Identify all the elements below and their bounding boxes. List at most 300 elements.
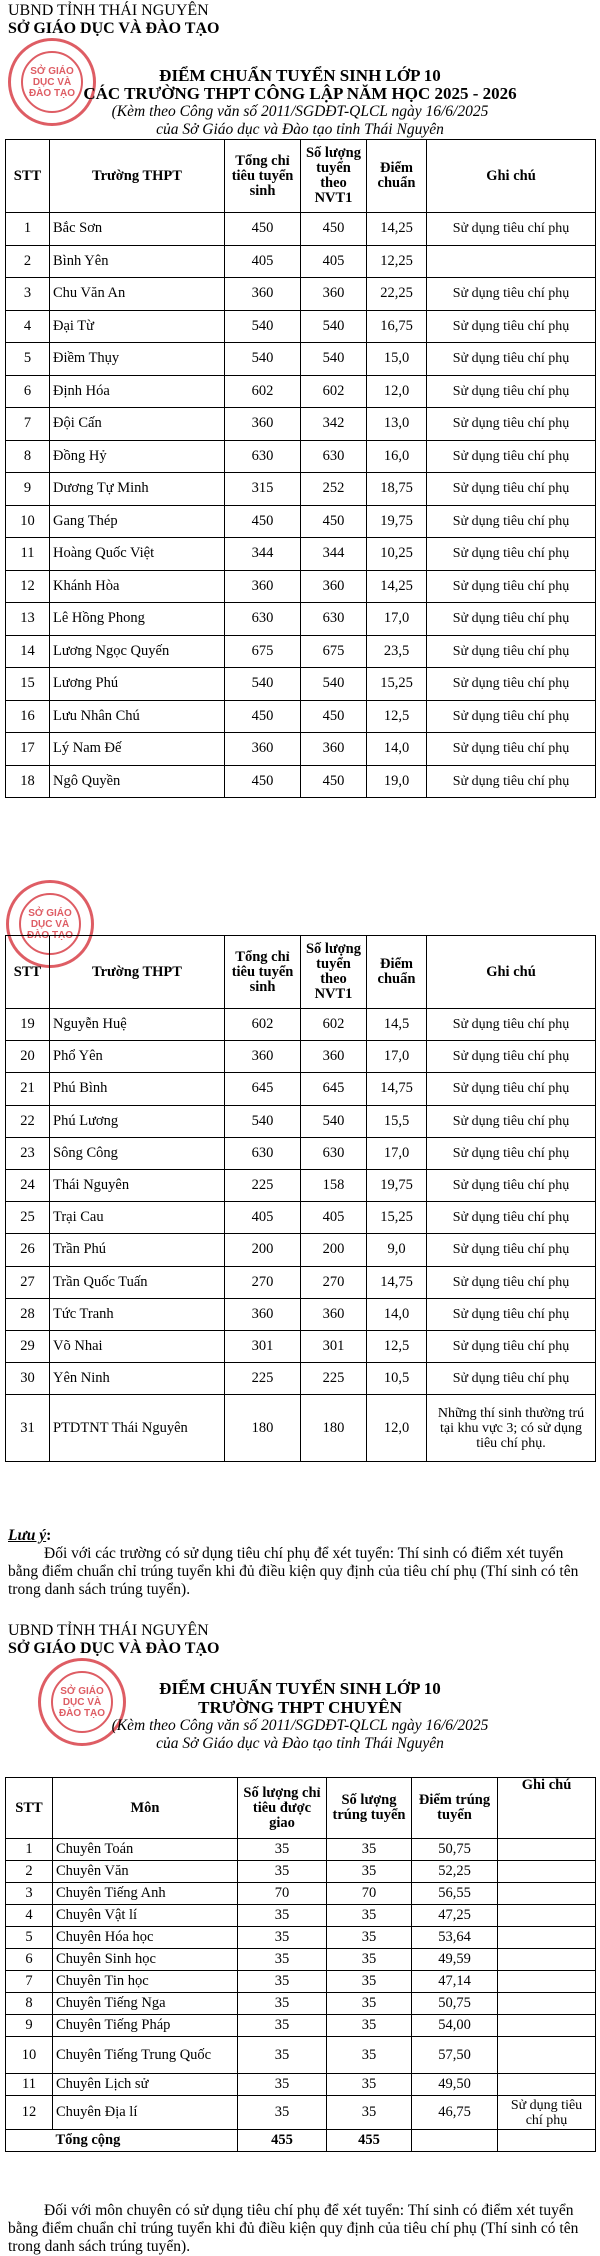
- cell-score: 19,75: [367, 505, 427, 538]
- cell-school: Lương Phú: [50, 668, 225, 701]
- cell-score: 23,5: [367, 635, 427, 668]
- cell-score: 17,0: [367, 1137, 427, 1169]
- cell-school: Võ Nhai: [50, 1330, 225, 1362]
- table-row: [6, 635, 596, 668]
- cell-quota: 35: [238, 1993, 327, 2015]
- header-note: Ghi chú: [427, 140, 596, 213]
- cell-quota: 540: [225, 310, 301, 343]
- cell-stt: 12: [6, 2096, 53, 2130]
- cell-quota: 405: [225, 1202, 301, 1234]
- cell-school: Bắc Sơn: [50, 213, 225, 246]
- page2-subtitle-line2: của Sở Giáo dục và Đào tạo tỉnh Thái Nguyên: [156, 1735, 444, 1752]
- table-row: [6, 2037, 596, 2074]
- cell-score: 19,0: [367, 765, 427, 798]
- table-row: [6, 1105, 596, 1137]
- cell-score: 14,75: [367, 1073, 427, 1105]
- header-quota: Số lượng chỉ tiêu được giao: [238, 1778, 327, 1839]
- cell-nv1: 630: [301, 440, 367, 473]
- org-name: UBND TỈNH THÁI NGUYÊN: [8, 2, 209, 19]
- cell-stt: 27: [6, 1266, 50, 1298]
- cell-school: Đại Từ: [50, 310, 225, 343]
- cell-school: Lê Hồng Phong: [50, 603, 225, 636]
- cell-note: [498, 1971, 596, 1993]
- header-stt: STT: [6, 140, 50, 213]
- cell-note: [498, 1993, 596, 2015]
- cell-school: Đội Cấn: [50, 408, 225, 441]
- table-row: [6, 278, 596, 311]
- cell-stt: 5: [6, 343, 50, 376]
- cell-nv1: 450: [301, 505, 367, 538]
- cell-subject: Chuyên Hóa học: [53, 1927, 238, 1949]
- cell-stt: 20: [6, 1041, 50, 1073]
- table-row: [6, 1330, 596, 1362]
- cell-stt: 7: [6, 1971, 53, 1993]
- cell-stt: 6: [6, 375, 50, 408]
- cell-admitted: 35: [327, 1971, 412, 1993]
- cell-stt: 11: [6, 538, 50, 571]
- cell-quota: 35: [238, 1971, 327, 1993]
- cell-note: Sử dụng tiêu chí phụ: [427, 375, 596, 408]
- cell-school: Gang Thép: [50, 505, 225, 538]
- cell-note: Sử dụng tiêu chí phụ: [427, 668, 596, 701]
- seal-text-2: SỞ GIÁO DỤC VÀ ĐÀO TẠO: [19, 893, 81, 955]
- cell-nv1: 630: [301, 1137, 367, 1169]
- cell-quota: 450: [225, 700, 301, 733]
- cell-stt: 13: [6, 603, 50, 636]
- table-row: [6, 1839, 596, 1861]
- header-nv1: Số lượng tuyển theo NVT1: [301, 936, 367, 1009]
- cell-stt: 24: [6, 1169, 50, 1201]
- cell-school: Lương Ngọc Quyến: [50, 635, 225, 668]
- cell-quota: 450: [225, 505, 301, 538]
- cell-stt: 26: [6, 1234, 50, 1266]
- cell-stt: 6: [6, 1949, 53, 1971]
- cell-score: 52,25: [412, 1861, 498, 1883]
- cell-stt: 2: [6, 245, 50, 278]
- cell-stt: 3: [6, 278, 50, 311]
- cell-admitted: 35: [327, 2074, 412, 2096]
- table-row: [6, 1971, 596, 1993]
- table-row: [6, 473, 596, 506]
- header-score: Điểm chuẩn: [367, 936, 427, 1009]
- cell-nv1: 342: [301, 408, 367, 441]
- page-title: ĐIỂM CHUẨN TUYỂN SINH LỚP 10: [159, 66, 441, 85]
- cell-nv1: 540: [301, 1105, 367, 1137]
- cell-stt: 10: [6, 2037, 53, 2074]
- cell-score: 50,75: [412, 1993, 498, 2015]
- header-score: Điểm trúng tuyển: [412, 1778, 498, 1839]
- cell-note: Sử dụng tiêu chí phụ: [427, 700, 596, 733]
- cell-admitted: 35: [327, 1949, 412, 1971]
- cell-school: Tức Tranh: [50, 1298, 225, 1330]
- cell-score: 14,0: [367, 1298, 427, 1330]
- total-row: [6, 2130, 596, 2152]
- cell-stt: 2: [6, 1861, 53, 1883]
- cell-note: [498, 2015, 596, 2037]
- cell-stt: 3: [6, 1883, 53, 1905]
- cell-stt: 8: [6, 440, 50, 473]
- table-row: [6, 375, 596, 408]
- cell-school: Điềm Thụy: [50, 343, 225, 376]
- public-schools-table-continued: [5, 935, 596, 1462]
- cell-admitted: 35: [327, 1993, 412, 2015]
- cell-score: 54,00: [412, 2015, 498, 2037]
- table-row: [6, 1993, 596, 2015]
- cell-quota: 645: [225, 1073, 301, 1105]
- cell-stt: 9: [6, 2015, 53, 2037]
- table-row: [6, 570, 596, 603]
- cell-admitted: 35: [327, 2096, 412, 2130]
- table-row: [6, 213, 596, 246]
- page2-title: ĐIỂM CHUẨN TUYỂN SINH LỚP 10: [159, 1679, 441, 1698]
- note-label: Lưu ý: [8, 1527, 47, 1544]
- cell-note: Sử dụng tiêu chí phụ: [427, 1202, 596, 1234]
- table-row: [6, 343, 596, 376]
- cell-note: Sử dụng tiêu chí phụ: [427, 278, 596, 311]
- cell-quota: 405: [225, 245, 301, 278]
- cell-school: Trại Cau: [50, 1202, 225, 1234]
- table-row: [6, 1073, 596, 1105]
- page-subtitle: (Kèm theo Công văn số 2011/SGDĐT-QLCL ngày 16/6/2025: [111, 103, 489, 120]
- table-row: [6, 2015, 596, 2037]
- cell-stt: 4: [6, 1905, 53, 1927]
- cell-admitted: 35: [327, 2037, 412, 2074]
- cell-nv1: 450: [301, 765, 367, 798]
- cell-quota: 35: [238, 1949, 327, 1971]
- page-title-line2: CÁC TRƯỜNG THPT CÔNG LẬP NĂM HỌC 2025 - 2026: [83, 84, 517, 103]
- cell-score: 15,0: [367, 343, 427, 376]
- cell-score: 16,75: [367, 310, 427, 343]
- cell-school: Lưu Nhân Chú: [50, 700, 225, 733]
- cell-stt: 22: [6, 1105, 50, 1137]
- cell-nv1: 540: [301, 343, 367, 376]
- cell-note: Sử dụng tiêu chí phụ: [427, 1169, 596, 1201]
- page-subtitle-line2: của Sở Giáo dục và Đào tạo tỉnh Thái Nguyên: [156, 121, 444, 138]
- cell-note: Sử dụng tiêu chí phụ: [427, 343, 596, 376]
- cell-school: Sông Công: [50, 1137, 225, 1169]
- table-row: [6, 1949, 596, 1971]
- cell-note: Sử dụng tiêu chí phụ: [427, 440, 596, 473]
- cell-note: Sử dụng tiêu chí phụ: [427, 1137, 596, 1169]
- cell-quota: 35: [238, 1839, 327, 1861]
- cell-score: 19,75: [367, 1169, 427, 1201]
- header-note: Ghi chú: [427, 936, 596, 1009]
- total-score-blank: [412, 2130, 498, 2152]
- note-text: Đối với các trường có sử dụng tiêu chí phụ để xét tuyển: Thí sinh có điểm xét tuyển bằng điểm chuẩn chỉ trúng tuyển khi đủ điều kiện quy định của tiêu chí phụ (Thí sinh có tên trong danh sách trúng tuyển).: [8, 1545, 579, 1598]
- cell-admitted: 70: [327, 1883, 412, 1905]
- cell-nv1: 180: [301, 1395, 367, 1462]
- header-stt: STT: [6, 936, 50, 1009]
- cell-score: 22,25: [367, 278, 427, 311]
- cell-school: Bình Yên: [50, 245, 225, 278]
- cell-score: 15,5: [367, 1105, 427, 1137]
- cell-note: Sử dụng tiêu chí phụ: [427, 1266, 596, 1298]
- cell-score: 15,25: [367, 668, 427, 701]
- cell-school: Yên Ninh: [50, 1363, 225, 1395]
- cell-quota: 602: [225, 375, 301, 408]
- cell-quota: 360: [225, 1298, 301, 1330]
- cell-quota: 35: [238, 1905, 327, 1927]
- cell-stt: 10: [6, 505, 50, 538]
- cell-score: 17,0: [367, 1041, 427, 1073]
- cell-score: 12,0: [367, 375, 427, 408]
- cell-quota: 301: [225, 1330, 301, 1362]
- cell-stt: 28: [6, 1298, 50, 1330]
- cell-stt: 4: [6, 310, 50, 343]
- cell-stt: 29: [6, 1330, 50, 1362]
- cell-note: [498, 1949, 596, 1971]
- cell-stt: 17: [6, 733, 50, 766]
- total-blank: [6, 2130, 53, 2152]
- cell-stt: 5: [6, 1927, 53, 1949]
- cell-quota: 70: [238, 1883, 327, 1905]
- cell-stt: 31: [6, 1395, 50, 1462]
- cell-admitted: 35: [327, 1839, 412, 1861]
- cell-nv1: 252: [301, 473, 367, 506]
- cell-nv1: 360: [301, 1041, 367, 1073]
- cell-school: Định Hóa: [50, 375, 225, 408]
- cell-school: Khánh Hòa: [50, 570, 225, 603]
- table-row: [6, 1169, 596, 1201]
- cell-score: 18,75: [367, 473, 427, 506]
- cell-school: Đồng Hỷ: [50, 440, 225, 473]
- cell-quota: 630: [225, 440, 301, 473]
- cell-nv1: 360: [301, 570, 367, 603]
- cell-stt: 16: [6, 700, 50, 733]
- cell-school: Trần Phú: [50, 1234, 225, 1266]
- header-score: Điểm chuẩn: [367, 140, 427, 213]
- cell-note: Sử dụng tiêu chí phụ: [427, 733, 596, 766]
- cell-school: Ngô Quyền: [50, 765, 225, 798]
- specialized-school-table: [5, 1777, 596, 2152]
- cell-nv1: 630: [301, 603, 367, 636]
- cell-admitted: 35: [327, 1861, 412, 1883]
- cell-admitted: 35: [327, 1927, 412, 1949]
- cell-note: [498, 1927, 596, 1949]
- cell-note: Sử dụng tiêu chí phụ: [427, 603, 596, 636]
- cell-school: Phú Bình: [50, 1073, 225, 1105]
- cell-note: Sử dụng tiêu chí phụ: [427, 310, 596, 343]
- cell-note: Sử dụng tiêu chí phụ: [427, 1009, 596, 1041]
- cell-quota: 35: [238, 2015, 327, 2037]
- cell-score: 49,50: [412, 2074, 498, 2096]
- cell-score: 12,0: [367, 1395, 427, 1462]
- cell-note: Sử dụng tiêu chí phụ: [427, 635, 596, 668]
- cell-subject: Chuyên Tiếng Pháp: [53, 2015, 238, 2037]
- cell-nv1: 675: [301, 635, 367, 668]
- cell-admitted: 35: [327, 2015, 412, 2037]
- cell-quota: 360: [225, 408, 301, 441]
- cell-nv1: 360: [301, 733, 367, 766]
- cell-note: Sử dụng tiêu chí phụ: [427, 765, 596, 798]
- cell-stt: 23: [6, 1137, 50, 1169]
- cell-subject: Chuyên Lịch sử: [53, 2074, 238, 2096]
- cell-score: 14,25: [367, 570, 427, 603]
- cell-nv1: 602: [301, 1009, 367, 1041]
- cell-subject: Chuyên Tin học: [53, 1971, 238, 1993]
- cell-quota: 35: [238, 2037, 327, 2074]
- cell-quota: 450: [225, 765, 301, 798]
- cell-score: 17,0: [367, 603, 427, 636]
- cell-quota: 225: [225, 1169, 301, 1201]
- cell-stt: 14: [6, 635, 50, 668]
- table-row: [6, 700, 596, 733]
- cell-stt: 8: [6, 1993, 53, 2015]
- cell-school: Thái Nguyên: [50, 1169, 225, 1201]
- total-admitted: 455: [327, 2130, 412, 2152]
- cell-note: Sử dụng tiêu chí phụ: [427, 570, 596, 603]
- table-row: [6, 1266, 596, 1298]
- cell-nv1: 200: [301, 1234, 367, 1266]
- cell-quota: 200: [225, 1234, 301, 1266]
- org-name-2: UBND TỈNH THÁI NGUYÊN: [8, 1622, 209, 1639]
- cell-nv1: 405: [301, 1202, 367, 1234]
- table-row: [6, 1202, 596, 1234]
- cell-nv1: 450: [301, 700, 367, 733]
- cell-note: Sử dụng tiêu chí phụ: [427, 1330, 596, 1362]
- cell-stt: 1: [6, 1839, 53, 1861]
- cell-quota: 35: [238, 2074, 327, 2096]
- cell-nv1: 645: [301, 1073, 367, 1105]
- note-paragraph: [8, 1527, 592, 1599]
- table-row: [6, 505, 596, 538]
- seal-text-3: SỞ GIÁO DỤC VÀ ĐÀO TẠO: [51, 1671, 113, 1733]
- seal-text: SỞ GIÁO DỤC VÀ ĐÀO TẠO: [21, 51, 83, 113]
- header-stt: STT: [6, 1778, 53, 1839]
- header-school: Trường THPT: [50, 936, 225, 1009]
- cell-subject: Chuyên Địa lí: [53, 2096, 238, 2130]
- cell-quota: 630: [225, 1137, 301, 1169]
- cell-nv1: 301: [301, 1330, 367, 1362]
- cell-note: [498, 1861, 596, 1883]
- header-admitted: Số lượng trúng tuyển: [327, 1778, 412, 1839]
- cell-note: Sử dụng tiêu chí phụ: [427, 1073, 596, 1105]
- cell-stt: 1: [6, 213, 50, 246]
- cell-subject: Chuyên Tiếng Trung Quốc: [53, 2037, 238, 2074]
- cell-note: [498, 1883, 596, 1905]
- cell-score: 56,55: [412, 1883, 498, 1905]
- cell-stt: 19: [6, 1009, 50, 1041]
- cell-nv1: 540: [301, 310, 367, 343]
- cell-quota: 360: [225, 570, 301, 603]
- cell-admitted: 35: [327, 1905, 412, 1927]
- cell-score: 50,75: [412, 1839, 498, 1861]
- cell-score: 53,64: [412, 1927, 498, 1949]
- table-row: [6, 668, 596, 701]
- department-name-2: SỞ GIÁO DỤC VÀ ĐÀO TẠO: [8, 1640, 220, 1657]
- cell-quota: 602: [225, 1009, 301, 1041]
- cell-subject: Chuyên Toán: [53, 1839, 238, 1861]
- total-note-blank: [498, 2130, 596, 2152]
- cell-nv1: 405: [301, 245, 367, 278]
- cell-stt: 12: [6, 570, 50, 603]
- table-row: [6, 1234, 596, 1266]
- cell-quota: 344: [225, 538, 301, 571]
- cell-score: 47,25: [412, 1905, 498, 1927]
- cell-score: 14,75: [367, 1266, 427, 1298]
- cell-subject: Chuyên Sinh học: [53, 1949, 238, 1971]
- cell-subject: Chuyên Vật lí: [53, 1905, 238, 1927]
- table-row: [6, 765, 596, 798]
- cell-note: Sử dụng tiêu chí phụ: [427, 408, 596, 441]
- cell-score: 9,0: [367, 1234, 427, 1266]
- cell-quota: 35: [238, 1861, 327, 1883]
- cell-quota: 630: [225, 603, 301, 636]
- cell-stt: 11: [6, 2074, 53, 2096]
- table-row: [6, 1927, 596, 1949]
- cell-school: Dương Tự Minh: [50, 473, 225, 506]
- total-quota: 455: [238, 2130, 327, 2152]
- cell-school: Trần Quốc Tuấn: [50, 1266, 225, 1298]
- cell-quota: 675: [225, 635, 301, 668]
- cell-quota: 540: [225, 668, 301, 701]
- cell-school: Chu Văn An: [50, 278, 225, 311]
- cell-nv1: 360: [301, 1298, 367, 1330]
- cell-stt: 7: [6, 408, 50, 441]
- cell-score: 49,59: [412, 1949, 498, 1971]
- cell-quota: 225: [225, 1363, 301, 1395]
- cell-score: 15,25: [367, 1202, 427, 1234]
- cell-score: 12,5: [367, 1330, 427, 1362]
- total-label: Tổng cộng: [53, 2130, 238, 2152]
- cell-note: [498, 2074, 596, 2096]
- cell-note: Sử dụng tiêu chí phụ: [427, 1298, 596, 1330]
- cell-quota: 540: [225, 1105, 301, 1137]
- cell-score: 47,14: [412, 1971, 498, 1993]
- note-paragraph-2: Đối với môn chuyên có sử dụng tiêu chí phụ để xét tuyển: Thí sinh có điểm xét tuyển bằng điểm chuẩn chỉ trúng tuyển khi đủ điều kiện quy định của tiêu chí phụ (Thí sinh có tên trong danh sách trúng tuyển).: [8, 2202, 579, 2255]
- cell-note: [498, 2037, 596, 2074]
- cell-note: Những thí sinh thường trú tại khu vực 3; có sử dụng tiêu chí phụ.: [427, 1395, 596, 1462]
- table-row: [6, 408, 596, 441]
- table-row: [6, 2074, 596, 2096]
- table-row: [6, 1298, 596, 1330]
- cell-score: 57,50: [412, 2037, 498, 2074]
- table-row: [6, 1395, 596, 1462]
- cell-note: Sử dụng tiêu chí phụ: [427, 213, 596, 246]
- cell-score: 13,0: [367, 408, 427, 441]
- table-row: [6, 1861, 596, 1883]
- cell-nv1: 158: [301, 1169, 367, 1201]
- cell-note: [498, 1905, 596, 1927]
- cell-quota: 315: [225, 473, 301, 506]
- table-row: [6, 1137, 596, 1169]
- cell-quota: 180: [225, 1395, 301, 1462]
- cell-score: 12,25: [367, 245, 427, 278]
- public-schools-table: [5, 139, 596, 798]
- cell-school: Nguyễn Huệ: [50, 1009, 225, 1041]
- cell-quota: 450: [225, 213, 301, 246]
- table-row: [6, 310, 596, 343]
- table-row: [6, 440, 596, 473]
- cell-school: Phú Lương: [50, 1105, 225, 1137]
- cell-stt: 25: [6, 1202, 50, 1234]
- page2-subtitle: (Kèm theo Công văn số 2011/SGDĐT-QLCL ngày 16/6/2025: [111, 1717, 489, 1734]
- table-row: [6, 1041, 596, 1073]
- cell-note: Sử dụng tiêu chí phụ: [427, 538, 596, 571]
- table-row: [6, 1883, 596, 1905]
- header-school: Trường THPT: [50, 140, 225, 213]
- cell-note: Sử dụng tiêu chí phụ: [427, 1234, 596, 1266]
- cell-quota: 35: [238, 2096, 327, 2130]
- page2-title-line2: TRƯỜNG THPT CHUYÊN: [198, 1698, 402, 1717]
- cell-subject: Chuyên Tiếng Anh: [53, 1883, 238, 1905]
- cell-score: 10,5: [367, 1363, 427, 1395]
- table-row: [6, 1905, 596, 1927]
- cell-quota: 35: [238, 1927, 327, 1949]
- cell-school: Phổ Yên: [50, 1041, 225, 1073]
- cell-school: PTDTNT Thái Nguyên: [50, 1395, 225, 1462]
- cell-stt: 9: [6, 473, 50, 506]
